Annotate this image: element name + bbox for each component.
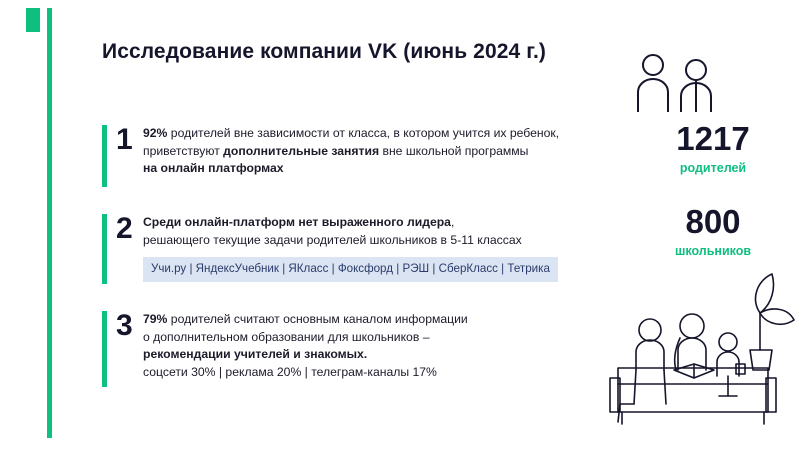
finding-1-line-2-bold: дополнительные занятия <box>223 143 380 158</box>
stat-pupils-label: школьников <box>674 244 752 258</box>
finding-1-number: 1 <box>116 123 133 156</box>
finding-1-line-2-rest: вне школьной программы <box>379 143 529 158</box>
finding-3-number-rule <box>102 311 134 387</box>
two-people-icon <box>620 52 740 114</box>
platform-list-chip: Учи.ру | ЯндексУчебник | ЯКласс | Фоксфорд | РЭШ | СберКласс | Тетрика <box>143 257 558 282</box>
finding-1-line-1-rest: родителей вне зависимости от класса, в котором учится их ребенок, <box>167 126 560 140</box>
page-title: Исследование компании VK (июнь 2024 г.) <box>102 40 546 63</box>
finding-2-line-1-bold: Среди онлайн-платформ нет выраженного лидера <box>143 215 451 229</box>
decorative-square <box>26 8 40 32</box>
finding-block-2 <box>102 214 558 284</box>
finding-1-line-2-pre: приветствуют <box>143 143 224 158</box>
decorative-vertical-bar-top <box>47 8 52 32</box>
finding-3-line-3-bold: рекомендации учителей и знакомых. <box>143 347 368 361</box>
finding-block-1 <box>102 125 559 187</box>
finding-2-number-rule <box>102 214 134 284</box>
finding-3-body <box>134 311 468 381</box>
finding-block-3 <box>102 311 468 387</box>
finding-1-number-rule <box>102 125 134 187</box>
stat-pupils-value: 800 <box>685 203 741 240</box>
finding-1-body <box>134 125 559 178</box>
finding-3-line-1 <box>143 311 468 329</box>
finding-3-line-2: о дополнительном образовании для школьников – <box>143 329 430 344</box>
finding-2-line-1-rest: , <box>450 215 455 229</box>
finding-3-line-3 <box>143 346 468 364</box>
finding-1-line-1 <box>143 125 559 143</box>
stat-pupils <box>638 205 788 258</box>
stat-parents <box>638 122 788 175</box>
finding-1-percent: 92% <box>143 126 168 140</box>
finding-1-line-2 <box>143 143 559 161</box>
potted-plant-icon <box>750 274 794 370</box>
family-reading-illustration <box>600 258 800 438</box>
finding-2-line-2: решающего текущие задачи родителей школьников в 5-11 классах <box>143 232 522 247</box>
stat-parents-label: родителей <box>679 161 747 175</box>
finding-2-number: 2 <box>116 212 133 245</box>
finding-3-number: 3 <box>116 309 133 342</box>
finding-2-line-1 <box>143 214 558 232</box>
finding-1-line-3 <box>143 160 559 178</box>
finding-2-body <box>134 214 558 282</box>
finding-3-channels: соцсети 30% | реклама 20% | телеграм-каналы 17% <box>143 364 437 379</box>
decorative-vertical-bar <box>47 8 52 438</box>
stat-parents-value: 1217 <box>676 120 750 157</box>
finding-3-line-1-rest: родителей считают основным каналом информации <box>167 312 468 326</box>
finding-3-percent: 79% <box>143 312 168 326</box>
finding-1-line-3-bold: на онлайн платформах <box>143 161 284 175</box>
